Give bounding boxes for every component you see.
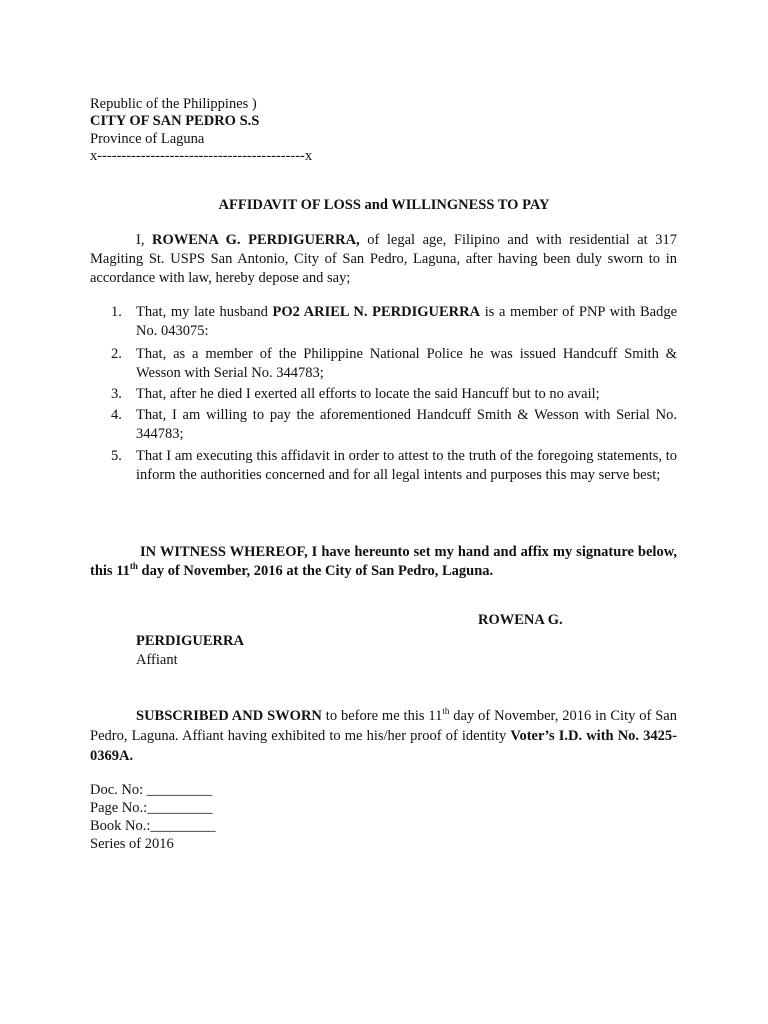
book-number-blank: _________ [150, 818, 216, 834]
statement-list-item-3 [90, 385, 677, 404]
identity-document: Voter’s I.D. with No. 3425-0369A. [90, 728, 677, 764]
ordinal-suffix: th [129, 561, 138, 572]
husband-name: PO2 ARIEL N. PERDIGUERRA [272, 304, 481, 320]
statement-list-item-4 [90, 406, 677, 444]
item-text: That, my late husband [136, 304, 273, 320]
intro-paragraph [90, 231, 677, 288]
document-title: AFFIDAVIT OF LOSS and WILLINGNESS TO PAY [218, 197, 550, 213]
item-text: That I am executing this affidavit in order to attest to the truth of the foregoing statements, to inform the authorities concerned and for all legal intents and purposes this may serve best; [136, 448, 677, 483]
header-divider: x-------------------------------------------x [90, 148, 313, 164]
header-city: CITY OF SAN PEDRO S.S [90, 113, 260, 129]
signature-name-line2: PERDIGUERRA [136, 633, 244, 649]
intro-post: of legal age, Filipino and with residential at 317 Magiting St. USPS San Antonio, City of San Pedro, Laguna, after having been duly sworn to in accordance with law, hereby depose and say; [90, 232, 677, 286]
jurat-text: to before me this 11 [321, 708, 443, 724]
statement-list-item-1 [90, 303, 677, 341]
page-number-blank: _________ [147, 800, 213, 816]
intro-pre: I, [136, 232, 153, 248]
statement-list-item-5 [90, 447, 677, 485]
witness-text-end: day of November, 2016 at the City of San Pedro, Laguna. [137, 563, 494, 579]
signature-name-line1: ROWENA G. [478, 612, 563, 628]
book-number-line [90, 817, 216, 835]
statement-list-item-2 [90, 345, 677, 383]
list-item [90, 447, 677, 485]
item-number: 4. [111, 407, 122, 423]
affiant-name: ROWENA G. PERDIGUERRA, [152, 232, 360, 248]
witness-paragraph [90, 543, 677, 581]
doc-number-line [90, 781, 212, 799]
book-number-label: Book No.: [90, 818, 151, 834]
list-item [90, 406, 677, 444]
header-province: Province of Laguna [90, 131, 205, 147]
item-number: 1. [111, 304, 122, 320]
item-text: That, as a member of the Philippine National Police he was issued Handcuff Smith & Wesson with Serial No. 344783; [136, 346, 677, 381]
jurat-heading: SUBSCRIBED AND SWORN [136, 708, 322, 724]
page-number-label: Page No.: [90, 800, 148, 816]
series-line: Series of 2016 [90, 836, 174, 852]
doc-number-label: Doc. No: [90, 782, 147, 798]
jurat-text: day of November, 2016 in City of San Pedro, Laguna. Affiant having exhibited to me his/her proof of identity [90, 708, 677, 744]
ordinal-suffix: th [442, 706, 450, 717]
header-republic: Republic of the Philippines ) [90, 96, 257, 112]
item-text: is a member of PNP with Badge No. 043075: [136, 304, 678, 339]
list-item [90, 345, 677, 383]
signature-role: Affiant [136, 652, 178, 668]
doc-number-blank: _________ [146, 782, 213, 798]
page-number-line [90, 799, 212, 817]
list-item [90, 385, 677, 404]
item-text: That, I am willing to pay the aforementioned Handcuff Smith & Wesson with Serial No. 344783; [136, 407, 677, 442]
item-number: 3. [111, 386, 122, 402]
item-text: That, after he died I exerted all efforts to locate the said Hancuff but to no avail; [136, 386, 600, 402]
item-number: 5. [111, 448, 122, 464]
witness-text: IN WITNESS WHEREOF, I have hereunto set my hand and affix my signature below, this 11 [90, 544, 677, 579]
jurat-paragraph [90, 706, 677, 766]
list-item [90, 303, 677, 341]
item-number: 2. [111, 346, 122, 362]
